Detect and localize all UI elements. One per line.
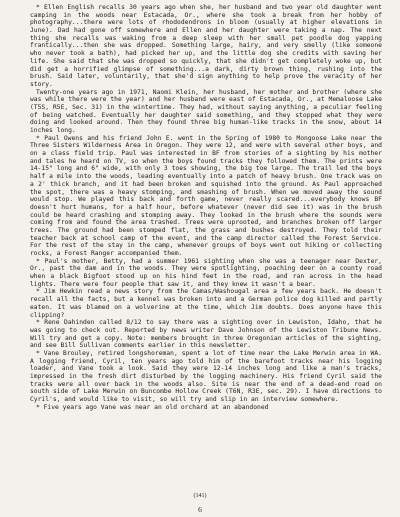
paragraph-jim-hewkin: * Jim Hewkin read a news story from the Camas/Washougal area a few years back. He doesn't recall all the facts, but a kennel was broken into and a German police dog killed and partly eaten. It was blamed on a wolverine at the time, which Jim doubts. Does anyone have this clipping?: [30, 288, 382, 319]
paragraph-vane-orchard: * Five years ago Vane was near an old orchard at an abandoned: [36, 403, 269, 411]
paragraph-naomi-klein: Twenty-one years ago in 1971, Naomi Klein, her husband, her mother and brother (where she was while there were the year) and her husband were east of Estacada, Or., at Memaloose Lake (T5S, R5E, Sec. 31) in the wintertime. They had, without saying anything, a peculiar feeling of being watched. Eventually her daughter said something, and they stopped what they were doing and looked around. Then they found three big human-like tracks in the snow, about 14 inches long.: [30, 88, 382, 134]
paragraph-rene-dahinden: * Rene Dahinden called 8/12 to say there was a sighting over in Lewiston, Idaho, that he was going to check out. Reported by news writer Dave Johnson of the Lewiston Tribune News. Will try and get a copy. Note: members brought in three Oregonian articles of the sighting, and see Bill Sullivan comments earlier in this newsletter.: [30, 319, 382, 350]
page-number: 6: [198, 505, 202, 514]
folio-number: (141): [193, 493, 207, 499]
paragraph-betty: * Paul's mother, Betty, had a summer 1961 sighting when she was a teenager near Dexter, Or., past the dam and in the woods. They were spotlighting, poaching deer on a county road when a black Bigfoot stood up on his hind feet in the road, and ran across in the head lights. There were four people that saw it, and they knew it wasn't a bear.: [30, 257, 382, 288]
article-body: [30, 4, 382, 411]
paragraph-ellen-english: * Ellen English recalls 30 years ago when she, her husband and two year old daughter went camping in the woods near Estacada, Or., where she took a break from her hobby of photography...there were lots of rhododendrons in bloom (usually at higher elevations in June). Dad had gone off somewhere and Ellen and her daughter were taking a nap. The next thing she recalls was waking from a deep sleep with her small pet poodle dog yapping frantically...then she was dropped. Something large, hairy, and very smelly (like someone who never took a bath), had picked her up, and the little dog she credits with saving her life. She said that she was dropped so quickly, that she didn't get completely woke up, but did get a horrified glimpse of something...a dark, dirty brown thing, rushing into the brush. Said later, voluntarily, that she'd sign anything to help prove the veracity of her story.: [30, 4, 382, 88]
paragraph-paul-owens: * Paul Owens and his friend John E. went in the Spring of 1980 to Mongoose Lake near the Three Sisters Wilderness Area in Oregon. They were 12, and were with several other boys, and on a class field trip. Paul was interested in BF from stories of a sighting by his mother and tales he heard on TV, so when the boys found tracks they followed them. The prints were 14-15" long and 6" wide, with only 3 toes showing, the big toe large. The trail led the boys half a mile into the woods, leading eventually into a patch of heavy brush. One track was on a 2' thick branch, and it had been broken and squished into the ground. As Paul approached the spot, there was a heavy stomping, and smashing of brush. When we moved away the sound would stop. We played this back and forth game, never really scared...everybody knows BF doesn't hurt humans, for a half hour, before whatever (never did see it) was in the brush could be heard crashing and stomping away. They looked in the brush where the sounds were coming from and found the area trashed. Trees were uprooted, and branches broken off larger trees. The ground had been stomped flat, the grass and bushes destroyed. They told their teacher back at school camp of the event, and the camp director called the Forest Service. For the rest of the stay in the camp, whenever groups of boys went out hiking or collecting rocks, a Forest Ranger accompanied them.: [30, 134, 382, 257]
paragraph-vane-brouley: * Vane Brouley, retired longshoreman, spent a lot of time near the Lake Merwin area in WA. A logging friend, Cyril, ten years ago told him of the barefoot tracks near his logging loader, and Vane took a look. Said they were 12-14 inches long and like a man's tracks, impressed in the fresh dirt disturbed by the logging machinery. His friend Cyril said the tracks were all over back in the woods also. Site is near the end of a dead-end road on south side of Lake Merwin on Buncombe Hollow Creek (T6N, R3E, sec. 29). I have directions to Cyril's, and would like to visit, so will try and slip in an interview somewhere.: [30, 349, 382, 404]
